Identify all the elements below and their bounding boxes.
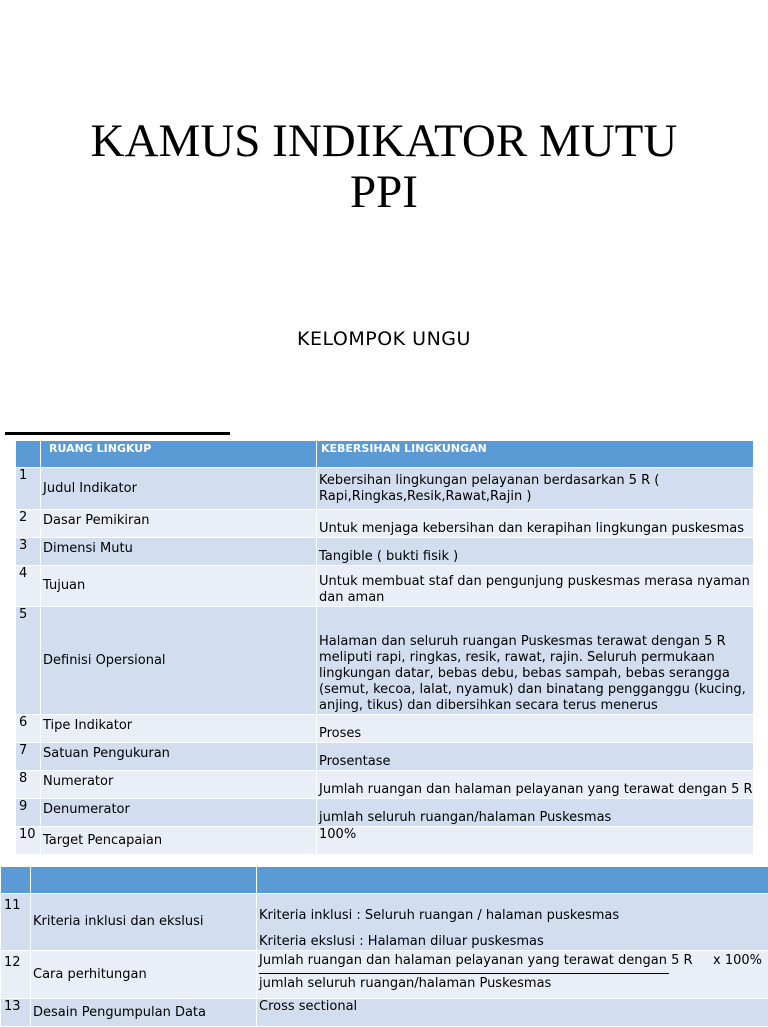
- title-line-2: PPI: [0, 167, 768, 218]
- row-value: Jumlah ruangan dan halaman pelayanan yang terawat dengan 5 R: [317, 771, 754, 799]
- row-number: 4: [16, 566, 41, 607]
- row-number: 3: [16, 538, 41, 566]
- subtitle: KELOMPOK UNGU: [0, 328, 768, 350]
- table-header-row: [16, 441, 754, 468]
- table-row: [1, 999, 768, 1027]
- row-value: [257, 951, 768, 999]
- row-label: Definisi Opersional: [41, 607, 317, 715]
- row-label: Tipe Indikator: [41, 715, 317, 743]
- row-number: 13: [1, 999, 31, 1027]
- indicator-table-continued: [0, 866, 768, 1027]
- row-value: Kebersihan lingkungan pelayanan berdasarkan 5 R ( Rapi,Ringkas,Resik,Rawat,Rajin ): [317, 468, 754, 510]
- criteria-inclusion: Kriteria inklusi : Seluruh ruangan / halaman puskesmas: [259, 908, 768, 924]
- header-col2: KEBERSIHAN LINGKUNGAN: [317, 441, 754, 468]
- row-number: 12: [1, 951, 31, 999]
- row-number: 2: [16, 510, 41, 538]
- formula-numerator: [259, 953, 768, 969]
- row-number: 9: [16, 799, 41, 827]
- formula-denominator: jumlah seluruh ruangan/halaman Puskesmas: [259, 976, 768, 992]
- row-label: Target Pencapaian: [41, 827, 317, 855]
- row-label: Judul Indikator: [41, 468, 317, 510]
- row-label: Denumerator: [41, 799, 317, 827]
- formula-multiplier: x 100%: [713, 953, 768, 969]
- table-row: [16, 827, 754, 855]
- header-label-cell: [31, 867, 257, 894]
- row-number: 11: [1, 894, 31, 951]
- table-row: [1, 951, 768, 999]
- row-label: Dasar Pemikiran: [41, 510, 317, 538]
- row-label: Cara perhitungan: [31, 951, 257, 999]
- row-number: 10: [16, 827, 41, 855]
- fraction-line: [259, 973, 669, 974]
- table-header-row: [1, 867, 768, 894]
- table-row: [16, 566, 754, 607]
- row-label: Dimensi Mutu: [41, 538, 317, 566]
- header-value-cell: [257, 867, 768, 894]
- row-number: 6: [16, 715, 41, 743]
- row-value: 100%: [317, 827, 754, 855]
- header-no-cell: [16, 441, 41, 468]
- table-row: [16, 607, 754, 715]
- criteria-exclusion: Kriteria ekslusi : Halaman diluar puskesmas: [259, 934, 768, 950]
- row-value: Tangible ( bukti fisik ): [317, 538, 754, 566]
- row-label: Tujuan: [41, 566, 317, 607]
- header-no-cell: [1, 867, 31, 894]
- row-label: Numerator: [41, 771, 317, 799]
- row-number: 7: [16, 743, 41, 771]
- row-value: Untuk menjaga kebersihan dan kerapihan lingkungan puskesmas: [317, 510, 754, 538]
- table-row: [1, 894, 768, 951]
- row-label: Satuan Pengukuran: [41, 743, 317, 771]
- row-label: Desain Pengumpulan Data: [31, 999, 257, 1027]
- table-row: [16, 468, 754, 510]
- row-value: Prosentase: [317, 743, 754, 771]
- row-number: 8: [16, 771, 41, 799]
- row-value: Proses: [317, 715, 754, 743]
- row-number: 1: [16, 468, 41, 510]
- table-row: [16, 538, 754, 566]
- indicator-table: [15, 440, 754, 855]
- table-row: [16, 510, 754, 538]
- row-value: [257, 894, 768, 951]
- header-col1: RUANG LINGKUP: [41, 441, 317, 468]
- row-value: jumlah seluruh ruangan/halaman Puskesmas: [317, 799, 754, 827]
- row-value: Cross sectional: [257, 999, 768, 1027]
- table-row: [16, 799, 754, 827]
- divider-rule: [5, 432, 230, 435]
- row-label: Kriteria inklusi dan ekslusi: [31, 894, 257, 951]
- table-row: [16, 715, 754, 743]
- page-title: [0, 116, 768, 218]
- table-row: [16, 743, 754, 771]
- formula-numerator-text: Jumlah ruangan dan halaman pelayanan yang terawat dengan 5 R: [259, 953, 693, 968]
- title-line-1: KAMUS INDIKATOR MUTU: [0, 116, 768, 167]
- table-row: [16, 771, 754, 799]
- row-value: Untuk membuat staf dan pengunjung puskesmas merasa nyaman dan aman: [317, 566, 754, 607]
- row-number: 5: [16, 607, 41, 715]
- row-value: Halaman dan seluruh ruangan Puskesmas terawat dengan 5 R meliputi rapi, ringkas, resik, rawat, rajin. Seluruh permukaan lingkungan datar, bebas debu, bebas sampah, bebas serangga (semut, kecoa, lalat, nyamuk) dan binatang pengganggu (kucing, anjing, tikus) dan dibersihkan secara terus menerus: [317, 607, 754, 715]
